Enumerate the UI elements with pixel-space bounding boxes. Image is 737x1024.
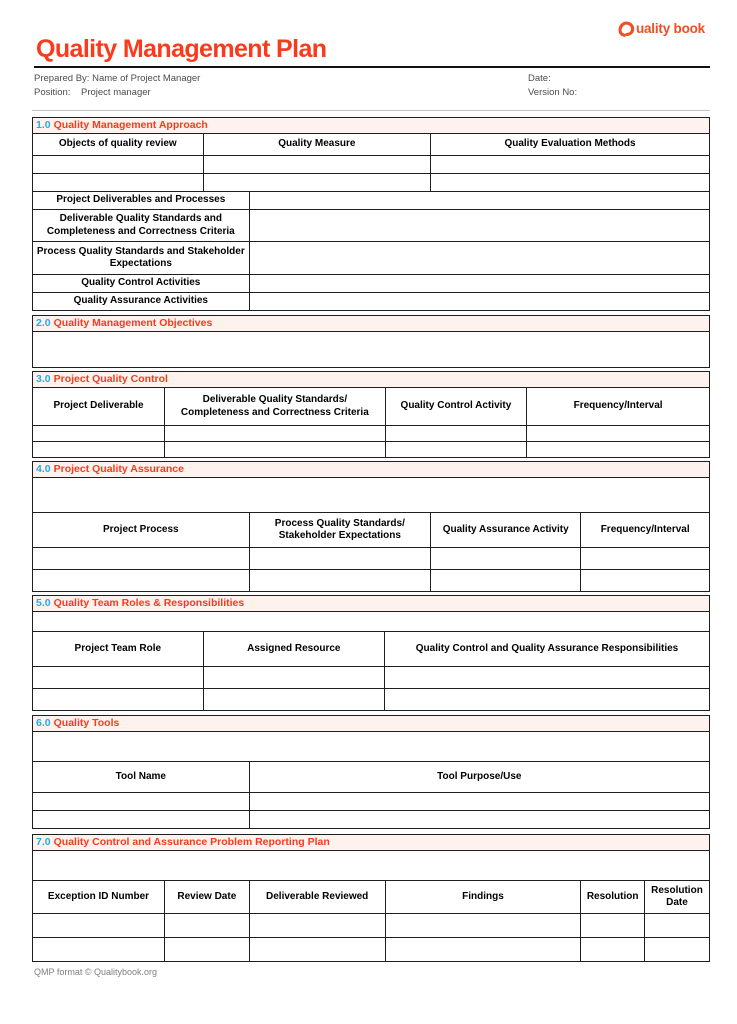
section-number: 3.0 [36, 373, 51, 385]
input-cell[interactable] [33, 174, 204, 192]
row-label: Quality Control Activities [33, 275, 250, 293]
quality-control-table [32, 387, 710, 458]
input-cell[interactable] [249, 938, 385, 962]
input-cell[interactable] [431, 174, 710, 192]
qualitybook-logo [618, 20, 705, 37]
input-cell[interactable] [165, 938, 250, 962]
input-cell[interactable] [203, 174, 430, 192]
title-underline [34, 66, 710, 68]
input-cell[interactable] [165, 426, 386, 442]
input-cell[interactable] [385, 442, 526, 458]
section-header-problem-reporting-plan [32, 834, 710, 851]
section-header-project-quality-assurance [32, 461, 710, 478]
section-title: Quality Control and Assurance Problem Reporting Plan [53, 836, 330, 848]
input-cell[interactable] [385, 914, 581, 938]
input-cell[interactable] [33, 426, 165, 442]
section-title: Project Quality Assurance [53, 463, 184, 475]
row-label: Quality Assurance Activities [33, 293, 250, 311]
input-cell[interactable] [527, 426, 710, 442]
input-cell[interactable] [431, 570, 581, 592]
date-label: Date: [528, 73, 551, 84]
input-cell[interactable] [249, 242, 709, 275]
document-meta [32, 72, 710, 104]
section-number: 2.0 [36, 317, 51, 329]
roles-notes-area[interactable] [32, 611, 710, 632]
quality-review-matrix-table [32, 133, 710, 192]
problem-reporting-table [32, 880, 710, 962]
row-label: Deliverable Quality Standards and Completeness and Correctness Criteria [33, 210, 250, 242]
section-header-quality-tools [32, 715, 710, 732]
column-header: Quality Control and Quality Assurance Responsibilities [385, 632, 710, 667]
qualitybook-q-swirl-icon [618, 20, 635, 37]
assurance-notes-area[interactable] [32, 477, 710, 513]
input-cell[interactable] [33, 793, 250, 811]
position-value: Project manager [81, 87, 151, 98]
header-divider [32, 110, 710, 111]
input-cell[interactable] [385, 426, 526, 442]
column-header: Project Team Role [33, 632, 204, 667]
input-cell[interactable] [33, 442, 165, 458]
section-title: Project Quality Control [53, 373, 168, 385]
tools-notes-area[interactable] [32, 731, 710, 762]
input-cell[interactable] [33, 667, 204, 689]
column-header: Tool Purpose/Use [249, 762, 709, 793]
reporting-notes-area[interactable] [32, 850, 710, 881]
input-cell[interactable] [165, 442, 386, 458]
section-number: 7.0 [36, 836, 51, 848]
column-header: Quality Measure [203, 134, 430, 156]
column-header: Deliverable Quality Standards/ Completeness and Correctness Criteria [165, 388, 386, 426]
prepared-by-value: Name of Project Manager [92, 73, 201, 84]
input-cell[interactable] [203, 156, 430, 174]
section-title: Quality Management Objectives [53, 317, 213, 329]
input-cell[interactable] [249, 275, 709, 293]
section-header-project-quality-control [32, 371, 710, 388]
section-title: Quality Management Approach [53, 119, 208, 131]
input-cell[interactable] [527, 442, 710, 458]
column-header: Tool Name [33, 762, 250, 793]
page-title: Quality Management Plan [36, 35, 327, 63]
input-cell[interactable] [581, 548, 710, 570]
column-header: Exception ID Number [33, 881, 165, 914]
footer-copyright: QMP format © Qualitybook.org [34, 967, 158, 977]
section-number: 6.0 [36, 717, 51, 729]
column-header: Frequency/Interval [581, 513, 710, 548]
section-title: Quality Tools [53, 717, 120, 729]
input-cell[interactable] [33, 914, 165, 938]
column-header: Assigned Resource [203, 632, 384, 667]
input-cell[interactable] [385, 938, 581, 962]
input-cell[interactable] [203, 689, 384, 711]
section-number: 4.0 [36, 463, 51, 475]
column-header: Findings [385, 881, 581, 914]
column-header: Resolution [581, 881, 645, 914]
column-header: Deliverable Reviewed [249, 881, 385, 914]
input-cell[interactable] [33, 811, 250, 829]
input-cell[interactable] [431, 548, 581, 570]
column-header: Objects of quality review [33, 134, 204, 156]
input-cell[interactable] [431, 156, 710, 174]
input-cell[interactable] [249, 210, 709, 242]
input-cell[interactable] [33, 938, 165, 962]
quality-assurance-table [32, 512, 710, 592]
input-cell[interactable] [581, 570, 710, 592]
input-cell[interactable] [249, 548, 430, 570]
input-cell[interactable] [385, 689, 710, 711]
input-cell[interactable] [203, 667, 384, 689]
column-header: Frequency/Interval [527, 388, 710, 426]
approach-detail-table [32, 191, 710, 311]
input-cell[interactable] [385, 667, 710, 689]
input-cell[interactable] [165, 914, 250, 938]
section-number: 1.0 [36, 119, 51, 131]
section-title: Quality Team Roles & Responsibilities [53, 597, 245, 609]
column-header: Quality Evaluation Methods [431, 134, 710, 156]
column-header: Project Deliverable [33, 388, 165, 426]
team-roles-table [32, 631, 710, 711]
input-cell[interactable] [33, 570, 250, 592]
input-cell[interactable] [644, 914, 709, 938]
prepared-by-label: Prepared By: [34, 73, 90, 84]
section-header-quality-management-objectives [32, 315, 710, 332]
column-header: Review Date [165, 881, 250, 914]
column-header: Quality Assurance Activity [431, 513, 581, 548]
position-label: Position: [34, 87, 71, 98]
input-cell[interactable] [249, 914, 385, 938]
column-header: Process Quality Standards/ Stakeholder Expectations [249, 513, 430, 548]
input-cell[interactable] [644, 938, 709, 962]
row-label: Process Quality Standards and Stakeholder Expectations [33, 242, 250, 275]
section-header-quality-management-approach [32, 117, 710, 134]
section-header-quality-team-roles [32, 595, 710, 612]
input-cell[interactable] [249, 192, 709, 210]
column-header: Project Process [33, 513, 250, 548]
input-cell[interactable] [249, 293, 709, 311]
input-cell[interactable] [249, 811, 709, 829]
objectives-input-area[interactable] [32, 331, 710, 368]
input-cell[interactable] [249, 793, 709, 811]
version-label: Version No: [528, 87, 578, 98]
input-cell[interactable] [33, 548, 250, 570]
section-number: 5.0 [36, 597, 51, 609]
quality-tools-table [32, 761, 710, 829]
row-label: Project Deliverables and Processes [33, 192, 250, 210]
input-cell[interactable] [249, 570, 430, 592]
input-cell[interactable] [581, 914, 645, 938]
input-cell[interactable] [581, 938, 645, 962]
input-cell[interactable] [33, 156, 204, 174]
column-header: Resolution Date [644, 881, 709, 914]
column-header: Quality Control Activity [385, 388, 526, 426]
input-cell[interactable] [33, 689, 204, 711]
logo-wordmark: uality book [635, 21, 705, 36]
